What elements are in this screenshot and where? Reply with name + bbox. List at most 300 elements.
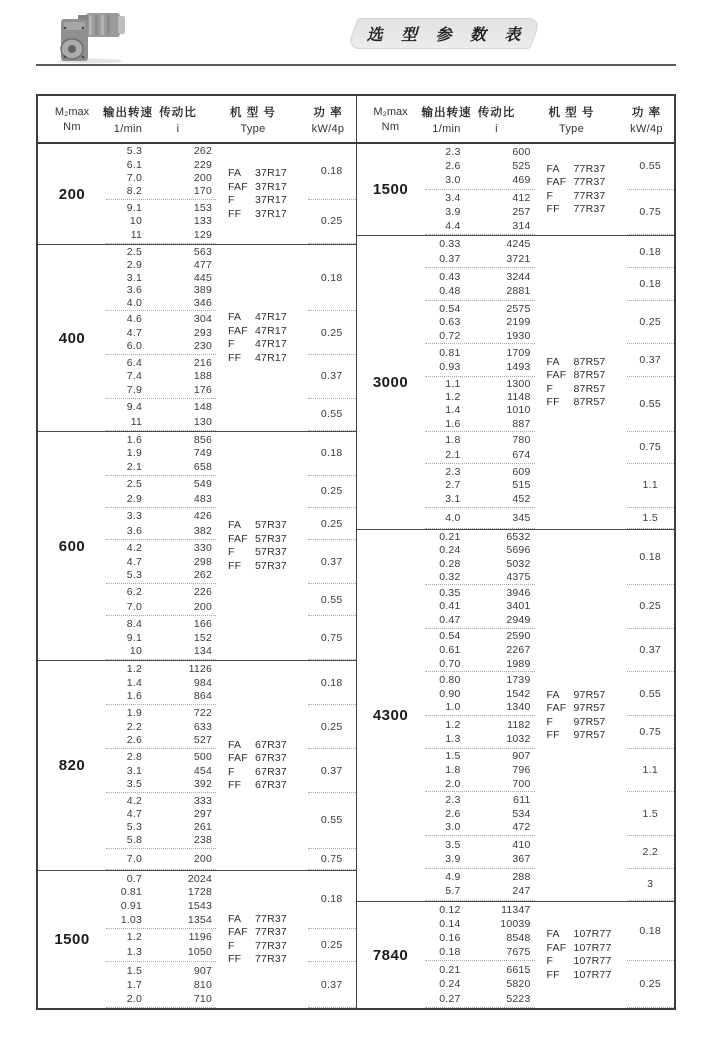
type-prefix: FAF — [546, 941, 567, 954]
table-row — [106, 601, 216, 613]
speed-value: 3.6 — [126, 284, 142, 297]
table-row — [106, 229, 216, 241]
speed-ratio-cell — [106, 432, 216, 476]
speed-ratio-cell — [425, 629, 535, 673]
table-row — [425, 174, 535, 186]
type-model: 97R57 — [573, 688, 606, 701]
speed-value: 0.54 — [439, 630, 461, 643]
table-row — [425, 978, 535, 990]
ratio-value: 4245 — [506, 238, 531, 251]
power-value: 0.55 — [627, 144, 675, 190]
speed-value: 0.32 — [439, 570, 461, 583]
power-value: 0.25 — [308, 705, 356, 749]
table-row — [425, 206, 535, 218]
speed-ratio-cell — [106, 661, 216, 705]
type-column-spacer — [216, 245, 308, 311]
table-row — [106, 821, 216, 833]
table-row — [106, 556, 216, 568]
table-row — [106, 461, 216, 473]
table-row — [425, 853, 535, 865]
table-row — [106, 778, 216, 790]
speed-ratio-cell — [106, 849, 216, 870]
torque-cell: 7840 — [372, 946, 409, 964]
ratio-value: 674 — [512, 448, 531, 461]
type-model: 57R37 — [255, 546, 287, 558]
table-row — [425, 466, 535, 478]
ratio-value: 188 — [193, 370, 212, 383]
table-row — [425, 220, 535, 232]
speed-value: 6.0 — [126, 340, 142, 353]
type-column-spacer — [535, 432, 627, 464]
table-row — [106, 586, 216, 598]
ratio-value: 856 — [193, 433, 212, 446]
speed-value: 0.16 — [439, 932, 461, 945]
type-model: 97R57 — [573, 702, 606, 714]
ratio-value: 984 — [193, 676, 212, 689]
table-row — [425, 946, 535, 958]
speed-value: 1.5 — [126, 964, 142, 977]
type-prefix: FA — [228, 738, 242, 751]
type-model: 37R17 — [255, 194, 287, 206]
ratio-value: 345 — [512, 511, 531, 524]
type-prefix: F — [228, 194, 235, 206]
speed-value: 1.2 — [126, 931, 142, 944]
table-row — [106, 313, 216, 325]
type-label — [547, 163, 649, 177]
ratio-value: 226 — [193, 586, 212, 599]
type-label — [547, 356, 649, 370]
power-value: 0.18 — [627, 236, 675, 268]
speed-ratio-cell — [106, 871, 216, 929]
ratio-value: 238 — [193, 834, 212, 847]
type-label — [547, 942, 649, 956]
power-value: 0.75 — [308, 849, 356, 870]
type-prefix: FAF — [228, 926, 248, 938]
col-header-torque: M₂max Nm — [54, 105, 90, 133]
ratio-value: 262 — [193, 145, 212, 158]
type-column-spacer — [535, 236, 627, 268]
type-column-spacer — [535, 301, 627, 345]
ratio-value: 3721 — [506, 252, 531, 265]
ratio-value: 1989 — [506, 657, 531, 670]
speed-value: 8.2 — [126, 185, 142, 198]
speed-ratio-cell — [425, 749, 535, 793]
speed-value: 3.5 — [126, 778, 142, 791]
table-row — [106, 931, 216, 943]
power-value: 2.2 — [627, 836, 675, 868]
ratio-value: 1340 — [506, 701, 531, 714]
speed-value: 3.5 — [445, 838, 461, 851]
torque-group — [38, 432, 356, 661]
ratio-value: 6615 — [506, 963, 531, 976]
speed-ratio-cell — [425, 792, 535, 836]
type-column-spacer — [216, 432, 308, 476]
ratio-value: 230 — [193, 340, 212, 353]
table-row — [106, 542, 216, 554]
type-label — [228, 546, 330, 560]
type-label — [547, 716, 649, 730]
col-header-type: 机 型 号 Type — [548, 106, 595, 135]
power-value: 0.75 — [308, 616, 356, 660]
type-prefix: FAF — [228, 532, 248, 545]
speed-value: 4.4 — [445, 219, 461, 232]
speed-value: 3.6 — [126, 524, 142, 537]
type-label — [228, 739, 330, 753]
speed-ratio-cell — [106, 200, 216, 244]
ratio-value: 367 — [512, 853, 531, 865]
speed-value: 3.1 — [126, 764, 142, 777]
table-row — [106, 734, 216, 746]
torque-group — [357, 144, 675, 236]
type-label — [547, 955, 649, 969]
col-header-ratio: 传动比 i — [477, 106, 516, 135]
ratio-value: 3401 — [506, 600, 531, 613]
speed-value: 9.4 — [126, 401, 142, 414]
power-value: 0.18 — [627, 268, 675, 300]
speed-value: 2.9 — [126, 258, 142, 271]
ratio-value: 1050 — [187, 946, 212, 959]
ratio-value: 454 — [193, 764, 212, 777]
speed-value: 0.12 — [439, 904, 461, 917]
table-row — [425, 361, 535, 373]
table-row — [425, 449, 535, 461]
ratio-value: 2949 — [506, 613, 531, 626]
table-row — [106, 690, 216, 702]
type-prefix: F — [228, 546, 235, 558]
table-row — [425, 821, 535, 833]
power-value: 3 — [627, 869, 675, 901]
speed-value: 1.6 — [126, 690, 142, 703]
table-row — [106, 834, 216, 846]
type-cell — [228, 913, 330, 967]
type-column-spacer — [216, 661, 308, 705]
torque-cell: 820 — [58, 757, 86, 774]
ratio-value: 1354 — [187, 913, 212, 926]
table-row — [106, 525, 216, 537]
table-row — [425, 719, 535, 731]
speed-value: 11 — [130, 229, 142, 242]
table-row — [425, 558, 535, 570]
ratio-value: 229 — [193, 158, 212, 171]
table-right — [357, 96, 675, 1008]
table-row — [425, 871, 535, 883]
table-row — [425, 614, 535, 626]
table-row — [106, 215, 216, 227]
speed-value: 3.1 — [445, 493, 461, 506]
type-model: 87R57 — [573, 382, 606, 395]
type-model: 47R17 — [255, 324, 287, 337]
speed-value: 2.0 — [126, 992, 142, 1005]
power-value: 0.55 — [627, 377, 675, 432]
speed-ratio-cell — [425, 377, 535, 432]
type-column-spacer — [216, 399, 308, 431]
ratio-value: 525 — [512, 160, 531, 173]
speed-ratio-cell — [425, 344, 535, 376]
speed-value: 3.1 — [126, 271, 142, 284]
type-model: 77R37 — [573, 176, 606, 188]
ratio-value: 658 — [193, 460, 212, 473]
table-row — [106, 145, 216, 157]
table-row — [106, 357, 216, 369]
table-row — [106, 447, 216, 459]
table-row — [425, 764, 535, 776]
table-row — [106, 510, 216, 522]
speed-value: 2.8 — [126, 750, 142, 763]
ratio-value: 600 — [512, 146, 531, 159]
type-model: 37R17 — [255, 167, 287, 179]
table-row — [425, 347, 535, 359]
speed-value: 1.5 — [445, 750, 461, 763]
ratio-value: 6532 — [506, 531, 531, 544]
speed-value: 1.03 — [120, 913, 142, 926]
col-header-speed: 输出转速 1/min — [421, 106, 472, 135]
type-label — [228, 953, 330, 967]
table-row — [106, 965, 216, 977]
type-label — [547, 702, 649, 716]
table-row — [425, 391, 535, 403]
power-value: 0.25 — [308, 929, 356, 963]
speed-value: 1.8 — [445, 763, 461, 776]
table-row — [106, 873, 216, 885]
ratio-value: 333 — [193, 794, 212, 807]
speed-value: 8.4 — [126, 618, 142, 631]
table-row — [106, 384, 216, 396]
gearmotor-photo — [42, 4, 134, 64]
speed-value: 11 — [130, 415, 142, 428]
power-value: 0.75 — [627, 190, 675, 236]
table-row — [425, 993, 535, 1005]
speed-value: 0.21 — [439, 531, 461, 544]
speed-value: 1.3 — [445, 733, 461, 746]
speed-value: 4.7 — [126, 555, 142, 568]
type-label — [228, 926, 330, 940]
speed-value: 0.24 — [439, 978, 461, 991]
ratio-value: 200 — [193, 172, 212, 185]
table-row — [425, 839, 535, 851]
type-prefix: FF — [546, 968, 560, 981]
speed-ratio-cell — [106, 476, 216, 508]
table-row — [106, 401, 216, 413]
type-column-spacer — [535, 508, 627, 529]
speed-value: 0.14 — [439, 918, 461, 931]
type-prefix: FAF — [228, 180, 248, 193]
table-row — [106, 434, 216, 446]
type-label — [228, 208, 330, 222]
type-model: 47R17 — [255, 351, 287, 364]
ratio-value: 152 — [193, 631, 212, 644]
speed-value: 1.6 — [126, 433, 142, 446]
type-prefix: FF — [546, 729, 560, 741]
speed-value: 5.3 — [126, 145, 142, 158]
page-title-banner — [346, 18, 541, 49]
ratio-value: 907 — [193, 964, 212, 977]
ratio-value: 5032 — [506, 557, 531, 570]
ratio-value: 633 — [193, 720, 212, 733]
type-model: 67R37 — [255, 738, 287, 751]
speed-ratio-cell — [425, 236, 535, 268]
ratio-value: 166 — [193, 618, 212, 631]
ratio-value: 392 — [193, 778, 212, 791]
ratio-value: 200 — [193, 600, 212, 613]
type-prefix: FA — [546, 928, 560, 940]
table-row — [106, 721, 216, 733]
type-prefix: F — [546, 715, 554, 728]
speed-value: 2.6 — [445, 160, 461, 173]
speed-value: 1.1 — [445, 378, 461, 391]
table-row — [425, 964, 535, 976]
ratio-value: 2267 — [506, 644, 531, 657]
ratio-value: 1543 — [187, 900, 212, 913]
type-model: 37R17 — [255, 180, 287, 193]
power-value: 0.18 — [308, 144, 356, 200]
selection-parameter-table — [36, 94, 676, 1010]
type-prefix: FF — [228, 953, 242, 965]
type-prefix: FA — [228, 912, 242, 925]
torque-group — [38, 661, 356, 871]
speed-ratio-cell — [106, 245, 216, 311]
speed-value: 4.0 — [126, 297, 142, 310]
type-column-spacer — [216, 584, 308, 616]
table-row — [425, 932, 535, 944]
torque-group — [357, 236, 675, 530]
table-row — [106, 327, 216, 339]
speed-value: 0.91 — [120, 900, 142, 913]
type-label — [228, 519, 330, 533]
speed-value: 3.4 — [445, 191, 461, 204]
speed-ratio-cell — [425, 716, 535, 748]
ratio-value: 412 — [512, 191, 531, 204]
power-value: 0.25 — [627, 301, 675, 345]
type-label — [547, 729, 649, 743]
power-value: 0.75 — [627, 432, 675, 464]
header-rule — [36, 64, 676, 66]
table-row — [106, 416, 216, 428]
table-row — [106, 172, 216, 184]
type-cell — [228, 167, 330, 221]
table-row — [425, 434, 535, 446]
speed-value: 0.48 — [439, 285, 461, 298]
power-value: 0.25 — [308, 311, 356, 355]
ratio-value: 500 — [193, 750, 212, 763]
power-value: 0.25 — [627, 585, 675, 629]
power-value: 0.25 — [308, 508, 356, 540]
table-row — [425, 733, 535, 745]
type-model: 77R37 — [255, 939, 287, 952]
table-row — [106, 808, 216, 820]
speed-ratio-cell — [425, 508, 535, 529]
speed-value: 0.18 — [439, 946, 461, 959]
table-left-header — [38, 96, 356, 144]
type-model: 107R77 — [573, 968, 612, 981]
table-row — [425, 587, 535, 599]
ratio-value: 170 — [193, 185, 212, 198]
speed-ratio-cell — [425, 672, 535, 716]
type-cell — [547, 928, 649, 982]
type-model: 77R37 — [255, 926, 287, 938]
page-title: 选 型 参 数 表 — [366, 27, 528, 44]
speed-value: 0.80 — [439, 674, 461, 687]
ratio-value: 2881 — [506, 285, 531, 298]
type-column-spacer — [535, 464, 627, 508]
speed-value: 3.0 — [445, 821, 461, 834]
speed-value: 3.9 — [445, 853, 461, 865]
ratio-value: 1542 — [506, 687, 531, 700]
speed-value: 0.61 — [439, 644, 461, 657]
power-value: 0.55 — [308, 793, 356, 848]
speed-value: 7.0 — [126, 172, 142, 185]
speed-value: 2.3 — [445, 793, 461, 806]
table-row — [425, 479, 535, 491]
table-row — [425, 674, 535, 686]
speed-value: 6.2 — [126, 586, 142, 599]
type-model: 37R17 — [255, 207, 287, 220]
ratio-value: 452 — [512, 493, 531, 506]
type-model: 107R77 — [573, 955, 612, 967]
table-row — [106, 493, 216, 505]
speed-ratio-cell — [425, 268, 535, 300]
ratio-value: 469 — [512, 174, 531, 187]
power-value: 0.55 — [308, 584, 356, 616]
torque-cell: 3000 — [372, 374, 409, 391]
table-row — [425, 303, 535, 315]
type-column-spacer — [535, 585, 627, 629]
ratio-value: 1728 — [187, 886, 212, 899]
type-model: 97R57 — [573, 715, 606, 728]
torque-cell: 1500 — [372, 181, 409, 198]
table-row — [425, 160, 535, 172]
power-value: 0.55 — [308, 399, 356, 431]
col-header-power: 功 率 kW/4p — [311, 106, 345, 135]
table-row — [106, 159, 216, 171]
speed-value: 0.7 — [126, 872, 142, 885]
table-row — [106, 569, 216, 581]
ratio-value: 5223 — [506, 992, 531, 1005]
ratio-value: 472 — [512, 821, 531, 834]
col-header-speed: 输出转速 1/min — [103, 106, 153, 135]
ratio-value: 1709 — [506, 346, 531, 359]
type-model: 67R37 — [255, 752, 287, 764]
speed-value: 0.37 — [439, 252, 461, 265]
type-prefix: FAF — [546, 176, 567, 188]
type-label — [228, 167, 330, 181]
type-cell — [228, 739, 330, 793]
table-row — [425, 658, 535, 670]
table-row — [106, 707, 216, 719]
torque-group — [38, 245, 356, 432]
table-row — [425, 253, 535, 265]
speed-ratio-cell — [106, 508, 216, 540]
power-value: 0.37 — [308, 962, 356, 1008]
ratio-value: 257 — [512, 205, 531, 218]
type-model: 47R17 — [255, 311, 287, 323]
speed-value: 0.35 — [439, 586, 461, 599]
ratio-value: 2575 — [506, 302, 531, 315]
type-prefix: FA — [546, 355, 560, 368]
table-row — [106, 370, 216, 382]
type-column-spacer — [216, 849, 308, 870]
table-row — [106, 993, 216, 1005]
ratio-value: 293 — [193, 326, 212, 339]
table-row — [425, 688, 535, 700]
table-row — [425, 285, 535, 297]
type-prefix: FF — [546, 396, 560, 408]
table-row — [106, 185, 216, 197]
speed-value: 2.3 — [445, 146, 461, 159]
type-column-spacer — [535, 629, 627, 673]
type-model: 77R37 — [255, 912, 287, 925]
type-label — [228, 766, 330, 780]
table-left — [38, 96, 357, 1008]
